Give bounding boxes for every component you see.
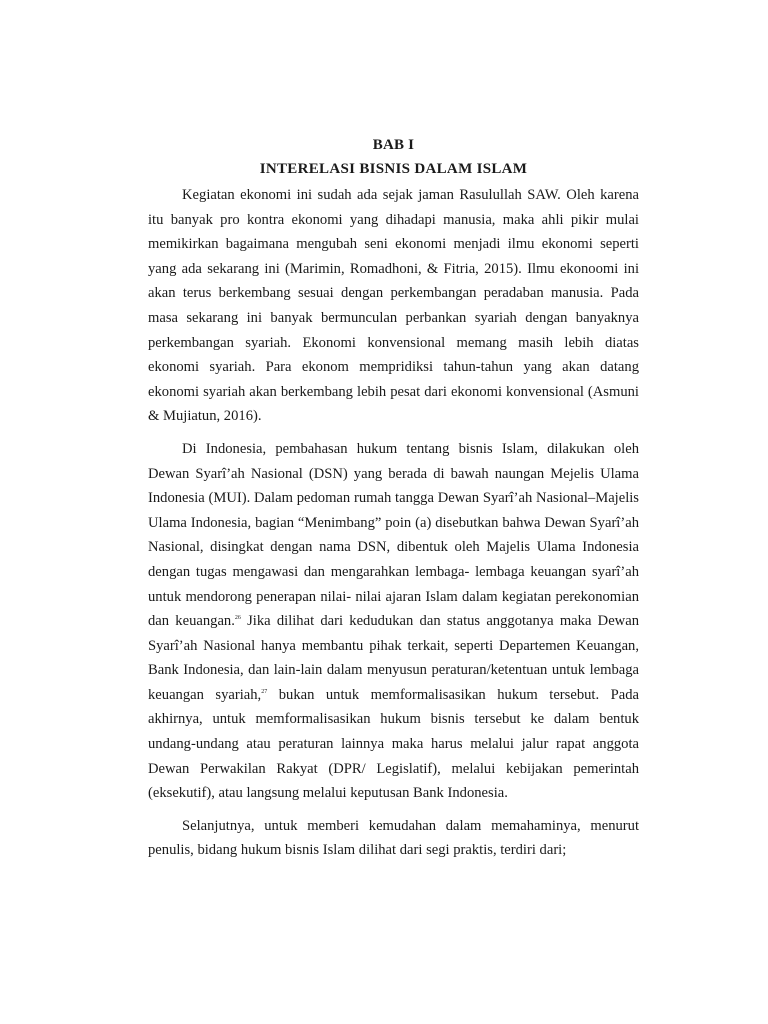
document-body bbox=[148, 133, 639, 871]
paragraph-3: Selanjutnya, untuk memberi kemudahan dalam memahaminya, menurut penulis, bidang hukum bisnis Islam dilihat dari segi praktis, terdiri dari; bbox=[148, 817, 639, 859]
paragraph-1: Kegiatan ekonomi ini sudah ada sejak jaman Rasulullah SAW. Oleh karena itu banyak pro kontra ekonomi yang dihadapi manusia, maka ahli pikir mulai memikirkan bagaimana mengubah seni ekonomi menjadi ilmu ekonomi seperti yang ada sekarang ini (Marimin, Romadhoni, & Fitria, 2015). Ilmu ekonoomi ini akan terus berkembang sesuai dengan perkembangan peradaban manusia. Pada masa sekarang ini banyak bermunculan perbankan syariah dengan banyaknya perkembangan syariah. Ekonomi konvensional memang masih lebih diatas ekonomi syariah. Para ekonom mempridiksi tahun-tahun yang akan datang ekonomi syariah akan berkembang lebih pesat dari ekonomi konvensional (Asmuni & Mujiatun, 2016). bbox=[148, 187, 639, 425]
chapter-heading: BAB I bbox=[372, 137, 415, 153]
paragraph-2-part-a: Di Indonesia, pembahasan hukum tentang bisnis Islam, dilakukan oleh Dewan Syarî’ah Nasional (DSN) yang berada di bawah naungan Mejelis Ulama Indonesia (MUI). Dalam pedoman rumah tangga Dewan Syarî’ah Nasional–Majelis Ulama Indonesia, bagian “Menimbang” poin (a) disebutkan bahwa Dewan Syarî’ah Nasional, disingkat dengan nama DSN, dibentuk oleh Majelis Ulama Indonesia dengan tugas mengawasi dan mengarahkan lembaga- lembaga keuangan syarî’ah untuk mendorong penerapan nilai- nilai ajaran Islam dalam kegiatan perekonomian dan keuangan. bbox=[148, 440, 639, 630]
paragraph-2-part-c: bukan untuk memformalisasikan hukum tersebut. Pada akhirnya, untuk memformalisasikan hukum bisnis tersebut ke dalam bentuk undang-undang atau peraturan lainnya maka harus melalui jalur rapat anggota Dewan Perwakilan Rakyat (DPR/ Legislatif), melalui kebijakan pemerintah (eksekutif), atau langsung melalui keputusan Bank Indonesia. bbox=[148, 686, 639, 802]
paragraph-2-part-b: Jika dilihat dari kedudukan dan status anggotanya maka Dewan Syarî’ah Nasional hanya membantu pihak terkait, seperti Departemen Keuangan, Bank Indonesia, dan lain-lain dalam menyusun peraturan/ketentuan untuk lembaga keuangan syariah, bbox=[148, 613, 639, 703]
footnote-marker-26[interactable]: 26 bbox=[234, 615, 241, 622]
paragraph-2 bbox=[148, 437, 639, 806]
footnote-marker-27[interactable]: 27 bbox=[261, 689, 268, 696]
chapter-title: INTERELASI BISNIS DALAM ISLAM bbox=[259, 161, 528, 177]
